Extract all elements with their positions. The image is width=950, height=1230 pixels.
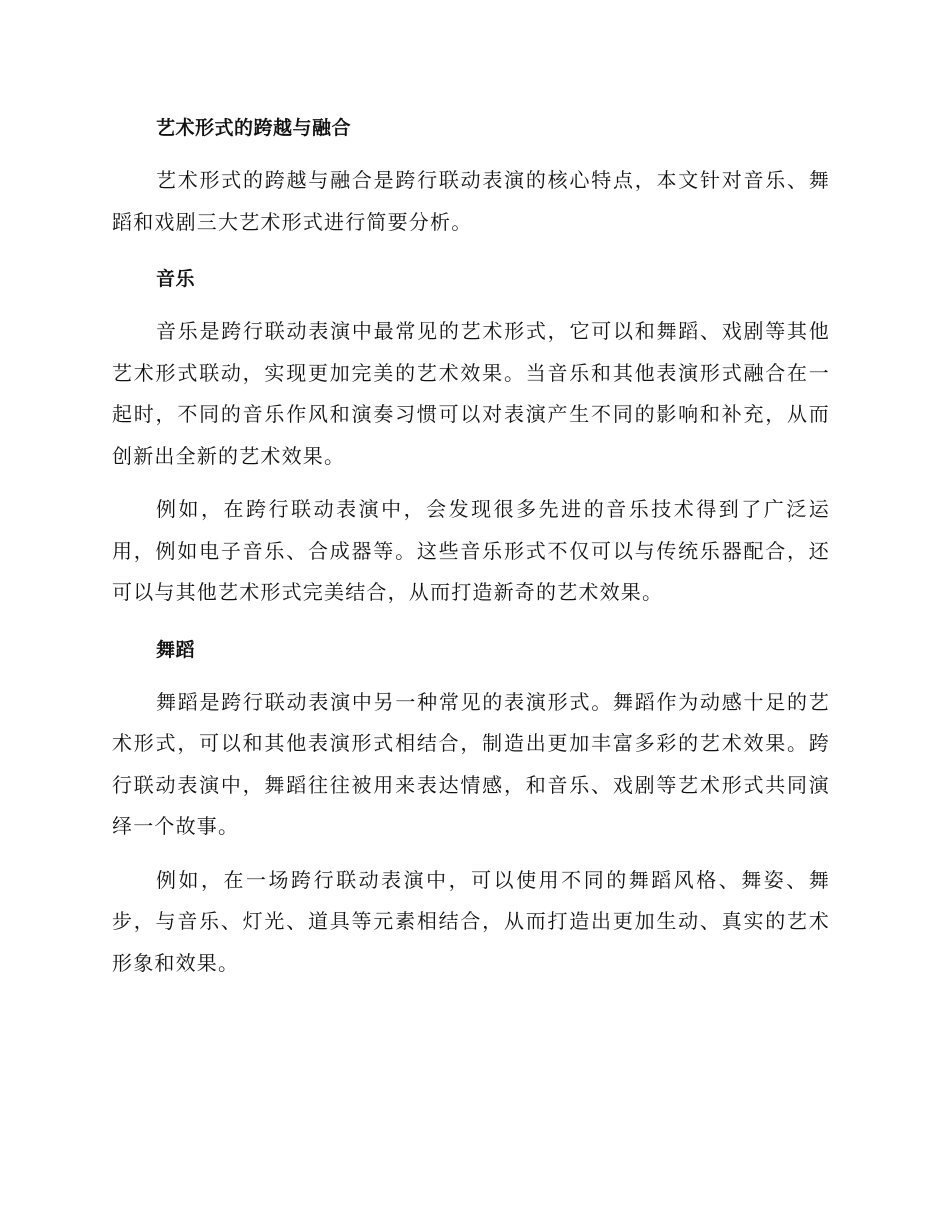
dance-paragraph-2: 例如，在一场跨行联动表演中，可以使用不同的舞蹈风格、舞姿、舞步，与音乐、灯光、道具等元素相结合，从而打造出更加生动、真实的艺术形象和效果。	[112, 867, 830, 975]
dance-paragraph-1: 舞蹈是跨行联动表演中另一种常见的表演形式。舞蹈作为动感十足的艺术形式，可以和其他表演形式相结合，制造出更加丰富多彩的艺术效果。跨行联动表演中，舞蹈往往被用来表达情感，和音乐、戏剧等艺术形式共同演绎一个故事。	[112, 689, 830, 838]
music-paragraph-1: 音乐是跨行联动表演中最常见的艺术形式，它可以和舞蹈、戏剧等其他艺术形式联动，实现更加完美的艺术效果。当音乐和其他表演形式融合在一起时，不同的音乐作风和演奏习惯可以对表演产生不同的影响和补充，从而创新出全新的艺术效果。	[112, 319, 830, 468]
document-title: 艺术形式的跨越与融合	[156, 117, 352, 139]
music-paragraph-2: 例如，在跨行联动表演中，会发现很多先进的音乐技术得到了广泛运用，例如电子音乐、合成器等。这些音乐形式不仅可以与传统乐器配合，还可以与其他艺术形式完美结合，从而打造新奇的艺术效果。	[112, 497, 830, 604]
intro-paragraph: 艺术形式的跨越与融合是跨行联动表演的核心特点，本文针对音乐、舞蹈和戏剧三大艺术形式进行简要分析。	[112, 168, 830, 234]
section-heading-music: 音乐	[156, 268, 196, 290]
section-heading-dance: 舞蹈	[156, 638, 196, 661]
document-page	[112, 108, 830, 996]
